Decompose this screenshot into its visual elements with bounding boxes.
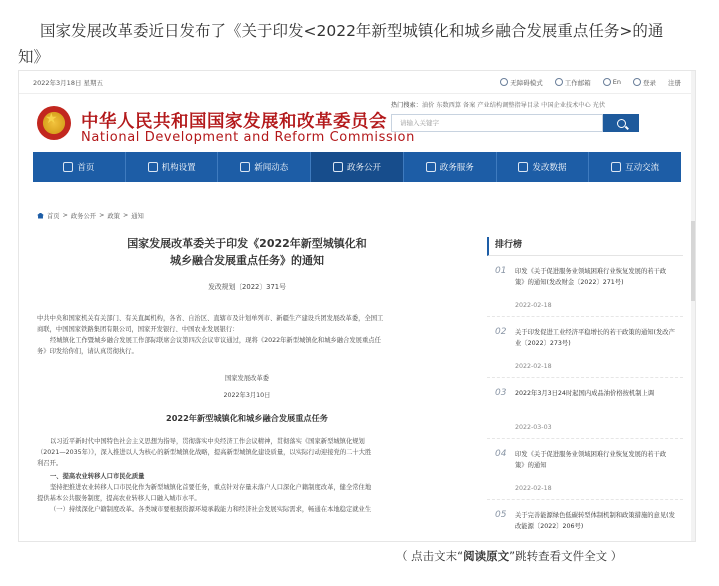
site-header [19,94,695,152]
main-nav [33,152,681,182]
ranking-item[interactable]: 02 关于印发促进工业经济平稳增长的若干政策的通知(发改产业〔2022〕273号) 2022-02-18 [487,317,683,378]
breadcrumb-home[interactable]: 首页 [47,213,60,220]
doc-paragraph-2: 坚持把推进农业转移人口市民化作为新型城镇化首要任务，重点针对存量未落户人口深化户籍制度改革，健全常住地 提供基本公共服务制度，提高农业转移人口融入城市水平。 [37,484,372,502]
doc-paragraph-3: （一）持续深化户籍制度改革。各类城市要根据资源环境承载能力和经济社会发展实际需求，畅通在本地稳定就业生 [50,506,372,513]
nav-interaction[interactable]: 互动交流 [589,152,681,182]
register-link[interactable]: 注册 [668,78,681,87]
ranking-heading: 排行榜 [487,237,683,256]
breadcrumb-gov-affairs[interactable]: 政务公开 [70,213,97,220]
intro-line-1: 国家发展改革委近日发布了《关于印发<2022年新型城镇化和城乡融合发展重点任务>的通 [40,22,664,40]
read-original-link[interactable]: 阅读原文 [463,549,510,563]
nav-gov-affairs[interactable]: 政务公开 [311,152,404,182]
nav-services[interactable]: 政务服务 [404,152,497,182]
ranking-item[interactable]: 01 印发《关于促进服务业领域困难行业恢复发展的若干政策》的通知(发改财金〔2022〕271号) 2022-02-18 [487,256,683,317]
org-icon [148,162,158,172]
ranking-item[interactable]: 03 2022年3月3日24时起国内成品油价格按机制上调 2022-03-03 [487,378,683,439]
document-body [37,229,457,515]
scrollbar[interactable] [691,71,695,541]
doc-signature: 国家发展改革委 [224,375,270,382]
nav-organization[interactable]: 机构设置 [126,152,219,182]
doc-sign-date: 2022年3月10日 [223,392,271,399]
nav-home[interactable]: 首页 [33,152,126,182]
search-button[interactable] [603,114,639,132]
hot-searches: 热门搜索：油价 东数西算 备案 产业结构调整指导目录 中国企业技术中心 光伏 [391,102,606,109]
doc-title: 国家发展改革委关于印发《2022年新型城镇化和 城乡融合发展重点任务》的通知 [127,237,367,267]
service-icon [426,162,436,172]
ranking-item[interactable]: 05 关于完善能源绿色低碳转型体制机制和政策措施的意见(发改能源〔2022〕206号) [487,500,683,542]
national-emblem-icon: ★ [37,106,71,140]
nav-news[interactable]: 新闻动态 [218,152,311,182]
topbar-tools [500,78,681,87]
site-title-en: National Development and Reform Commission [81,130,415,145]
document-icon [333,162,343,172]
doc-subtitle: 2022年新型城镇化和城乡融合发展重点任务 [166,413,328,423]
mail-icon [555,78,563,86]
doc-paragraph-1: 以习近平新时代中国特色社会主义思想为指导，贯彻落实中央经济工作会议精神，贯彻落实《国家新型城镇化规划 （2021—2035年）》，深入推进以人为核心的新型城镇化战略，提高新型城镇化建设质量，以实际行动迎接党的二十大胜 利召开。 [37,438,372,467]
nav-data[interactable]: 发改数据 [497,152,590,182]
scrollbar-thumb[interactable] [691,221,695,301]
doc-section-heading: 一、提高农业转移人口市民化质量 [50,473,145,480]
chart-icon [518,162,528,172]
search-input[interactable]: 请输入关键字 [391,114,603,132]
site-date: 2022年3月18日 星期五 [33,78,104,87]
ranking-panel [487,237,683,542]
chat-icon [611,162,621,172]
doc-intro-paragraph: 经城镇化工作暨城乡融合发展工作部际联席会议第四次会议审议通过，现将《2022年新型城镇化和城乡融合发展重点任 务》印发给你们，请认真贯彻执行。 [37,337,381,355]
doc-number: 发改规划〔2022〕371号 [208,283,286,291]
home-icon [63,162,73,172]
site-topbar [19,71,695,94]
login-link[interactable]: 登录 [633,78,656,87]
breadcrumb-policy[interactable]: 政策 [107,213,120,220]
breadcrumb-notice[interactable]: 通知 [131,213,144,220]
doc-addressees: 中共中央和国家机关有关部门、有关直属机构，各省、自治区、直辖市及计划单列市、新疆生产建设兵团发展改革委，全国工 商联，中国国家铁路集团有限公司，国家开发银行、中国农业发展银行： [37,315,384,333]
search-icon [617,119,626,128]
intro-line-2: 知》 [18,48,50,66]
globe-icon [603,78,611,86]
site-title-cn: 中华人民共和国国家发展和改革委员会 [81,112,387,132]
english-link[interactable]: En [603,78,621,87]
hot-search-terms[interactable]: 油价 东数西算 备案 产业结构调整指导目录 中国企业技术中心 光伏 [421,102,606,109]
news-icon [240,162,250,172]
accessibility-link[interactable]: 无障碍模式 [500,78,543,87]
ranking-item[interactable]: 04 印发《关于促进服务业领域困难行业恢复发展的若干政策》的通知 2022-02-18 [487,439,683,500]
home-icon [37,213,44,219]
intro-text [18,18,708,70]
accessibility-icon [500,78,508,86]
embedded-screenshot [18,70,696,542]
breadcrumb: 首页 > 政务公开 > 政策 > 通知 [37,211,144,220]
user-icon [633,78,641,86]
work-email-link[interactable]: 工作邮箱 [555,78,591,87]
read-original-hint: （ 点击文末“阅读原文”跳转查看文件全文 ） [396,549,623,563]
